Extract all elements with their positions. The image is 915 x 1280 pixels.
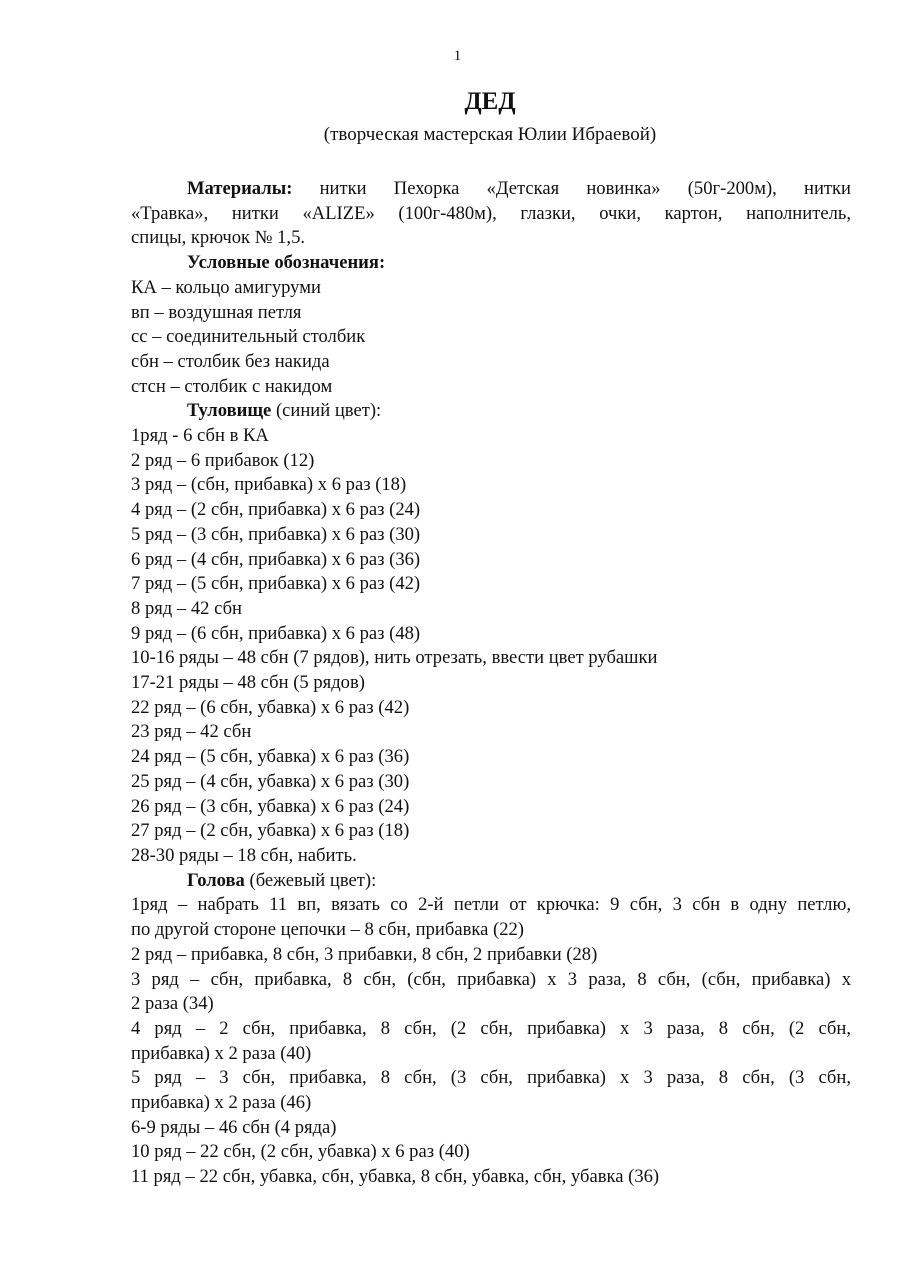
- head-note: (бежевый цвет):: [249, 869, 377, 891]
- materials-line-3: спицы, крючок № 1,5.: [131, 227, 306, 249]
- head-row-5b: прибавка) х 2 раза (46): [131, 1092, 312, 1114]
- body-row: 26 ряд – (3 сбн, убавка) х 6 раз (24): [131, 795, 410, 817]
- body-note: (синий цвет):: [275, 400, 382, 422]
- body-row: 4 ряд – (2 сбн, прибавка) х 6 раз (24): [131, 499, 421, 521]
- body-row: 25 ряд – (4 сбн, убавка) х 6 раз (30): [131, 770, 410, 792]
- legend-item: вп – воздушная петля: [131, 301, 302, 323]
- body-row: 22 ряд – (6 сбн, убавка) х 6 раз (42): [131, 696, 410, 718]
- materials-line-2: «Травка», нитки «ALIZE» (100г-480м), глазки, очки, картон, наполнитель,: [131, 202, 851, 224]
- head-row-11: 11 ряд – 22 сбн, убавка, сбн, убавка, 8 сбн, убавка, сбн, убавка (36): [131, 1166, 660, 1188]
- body-row: 6 ряд – (4 сбн, прибавка) х 6 раз (36): [131, 548, 421, 570]
- document-title: ДЕД: [464, 88, 516, 115]
- legend-heading: Условные обозначения:: [187, 252, 386, 274]
- body-row: 2 ряд – 6 прибавок (12): [131, 449, 315, 471]
- body-row: 27 ряд – (2 сбн, убавка) х 6 раз (18): [131, 820, 410, 842]
- head-row-3a: 3 ряд – сбн, прибавка, 8 сбн, (сбн, прибавка) х 3 раза, 8 сбн, (сбн, прибавка) х: [131, 968, 851, 990]
- body-row: 9 ряд – (6 сбн, прибавка) х 6 раз (48): [131, 622, 421, 644]
- legend-heading-line: [131, 251, 851, 276]
- head-heading-line: [131, 869, 851, 894]
- head-row-2: 2 ряд – прибавка, 8 сбн, 3 прибавки, 8 сбн, 2 прибавки (28): [131, 943, 598, 965]
- body-row: 23 ряд – 42 сбн: [131, 721, 252, 743]
- head-row-3b: 2 раза (34): [131, 993, 214, 1015]
- head-row-10: 10 ряд – 22 сбн, (2 сбн, убавка) х 6 раз (40): [131, 1141, 470, 1163]
- body-row: 3 ряд – (сбн, прибавка) х 6 раз (18): [131, 474, 407, 496]
- head-row-6: 6-9 ряды – 46 сбн (4 ряда): [131, 1116, 337, 1138]
- body-row: 24 ряд – (5 сбн, убавка) х 6 раз (36): [131, 746, 410, 768]
- materials-text-1: нитки Пехорка «Детская новинка» (50г-200м), нитки: [319, 178, 851, 199]
- page-number: 1: [453, 48, 462, 64]
- legend-item: стсн – столбик с накидом: [131, 375, 333, 397]
- legend-item: сбн – столбик без накида: [131, 350, 330, 372]
- materials-line-1: [131, 177, 851, 202]
- head-row-5a: 5 ряд – 3 сбн, прибавка, 8 сбн, (3 сбн, прибавка) х 3 раза, 8 сбн, (3 сбн,: [131, 1067, 851, 1089]
- head-row-4b: прибавка) х 2 раза (40): [131, 1042, 312, 1064]
- head-row-1b: по другой стороне цепочки – 8 сбн, прибавка (22): [131, 919, 524, 941]
- body-heading-line: [131, 399, 851, 424]
- body-heading: Туловище: [187, 400, 272, 422]
- document-body: [131, 177, 851, 1190]
- document-subtitle: (творческая мастерская Юлии Ибраевой): [323, 124, 657, 145]
- body-row: 28-30 ряды – 18 сбн, набить.: [131, 844, 357, 866]
- body-row: 1ряд - 6 сбн в КА: [131, 425, 269, 447]
- body-row: 10-16 ряды – 48 сбн (7 рядов), нить отрезать, ввести цвет рубашки: [131, 647, 658, 669]
- materials-heading: Материалы:: [187, 178, 293, 199]
- head-row-4a: 4 ряд – 2 сбн, прибавка, 8 сбн, (2 сбн, прибавка) х 3 раза, 8 сбн, (2 сбн,: [131, 1017, 851, 1039]
- body-row: 8 ряд – 42 сбн: [131, 597, 242, 619]
- body-row: 7 ряд – (5 сбн, прибавка) х 6 раз (42): [131, 573, 421, 595]
- body-row: 17-21 ряды – 48 сбн (5 рядов): [131, 672, 365, 694]
- body-row: 5 ряд – (3 сбн, прибавка) х 6 раз (30): [131, 523, 421, 545]
- head-heading: Голова: [187, 869, 245, 891]
- legend-item: КА – кольцо амигуруми: [131, 276, 321, 298]
- body-rows: [131, 424, 851, 869]
- legend-item: сс – соединительный столбик: [131, 326, 366, 348]
- head-row-1a: 1ряд – набрать 11 вп, вязать со 2-й петли от крючка: 9 сбн, 3 сбн в одну петлю,: [131, 894, 851, 916]
